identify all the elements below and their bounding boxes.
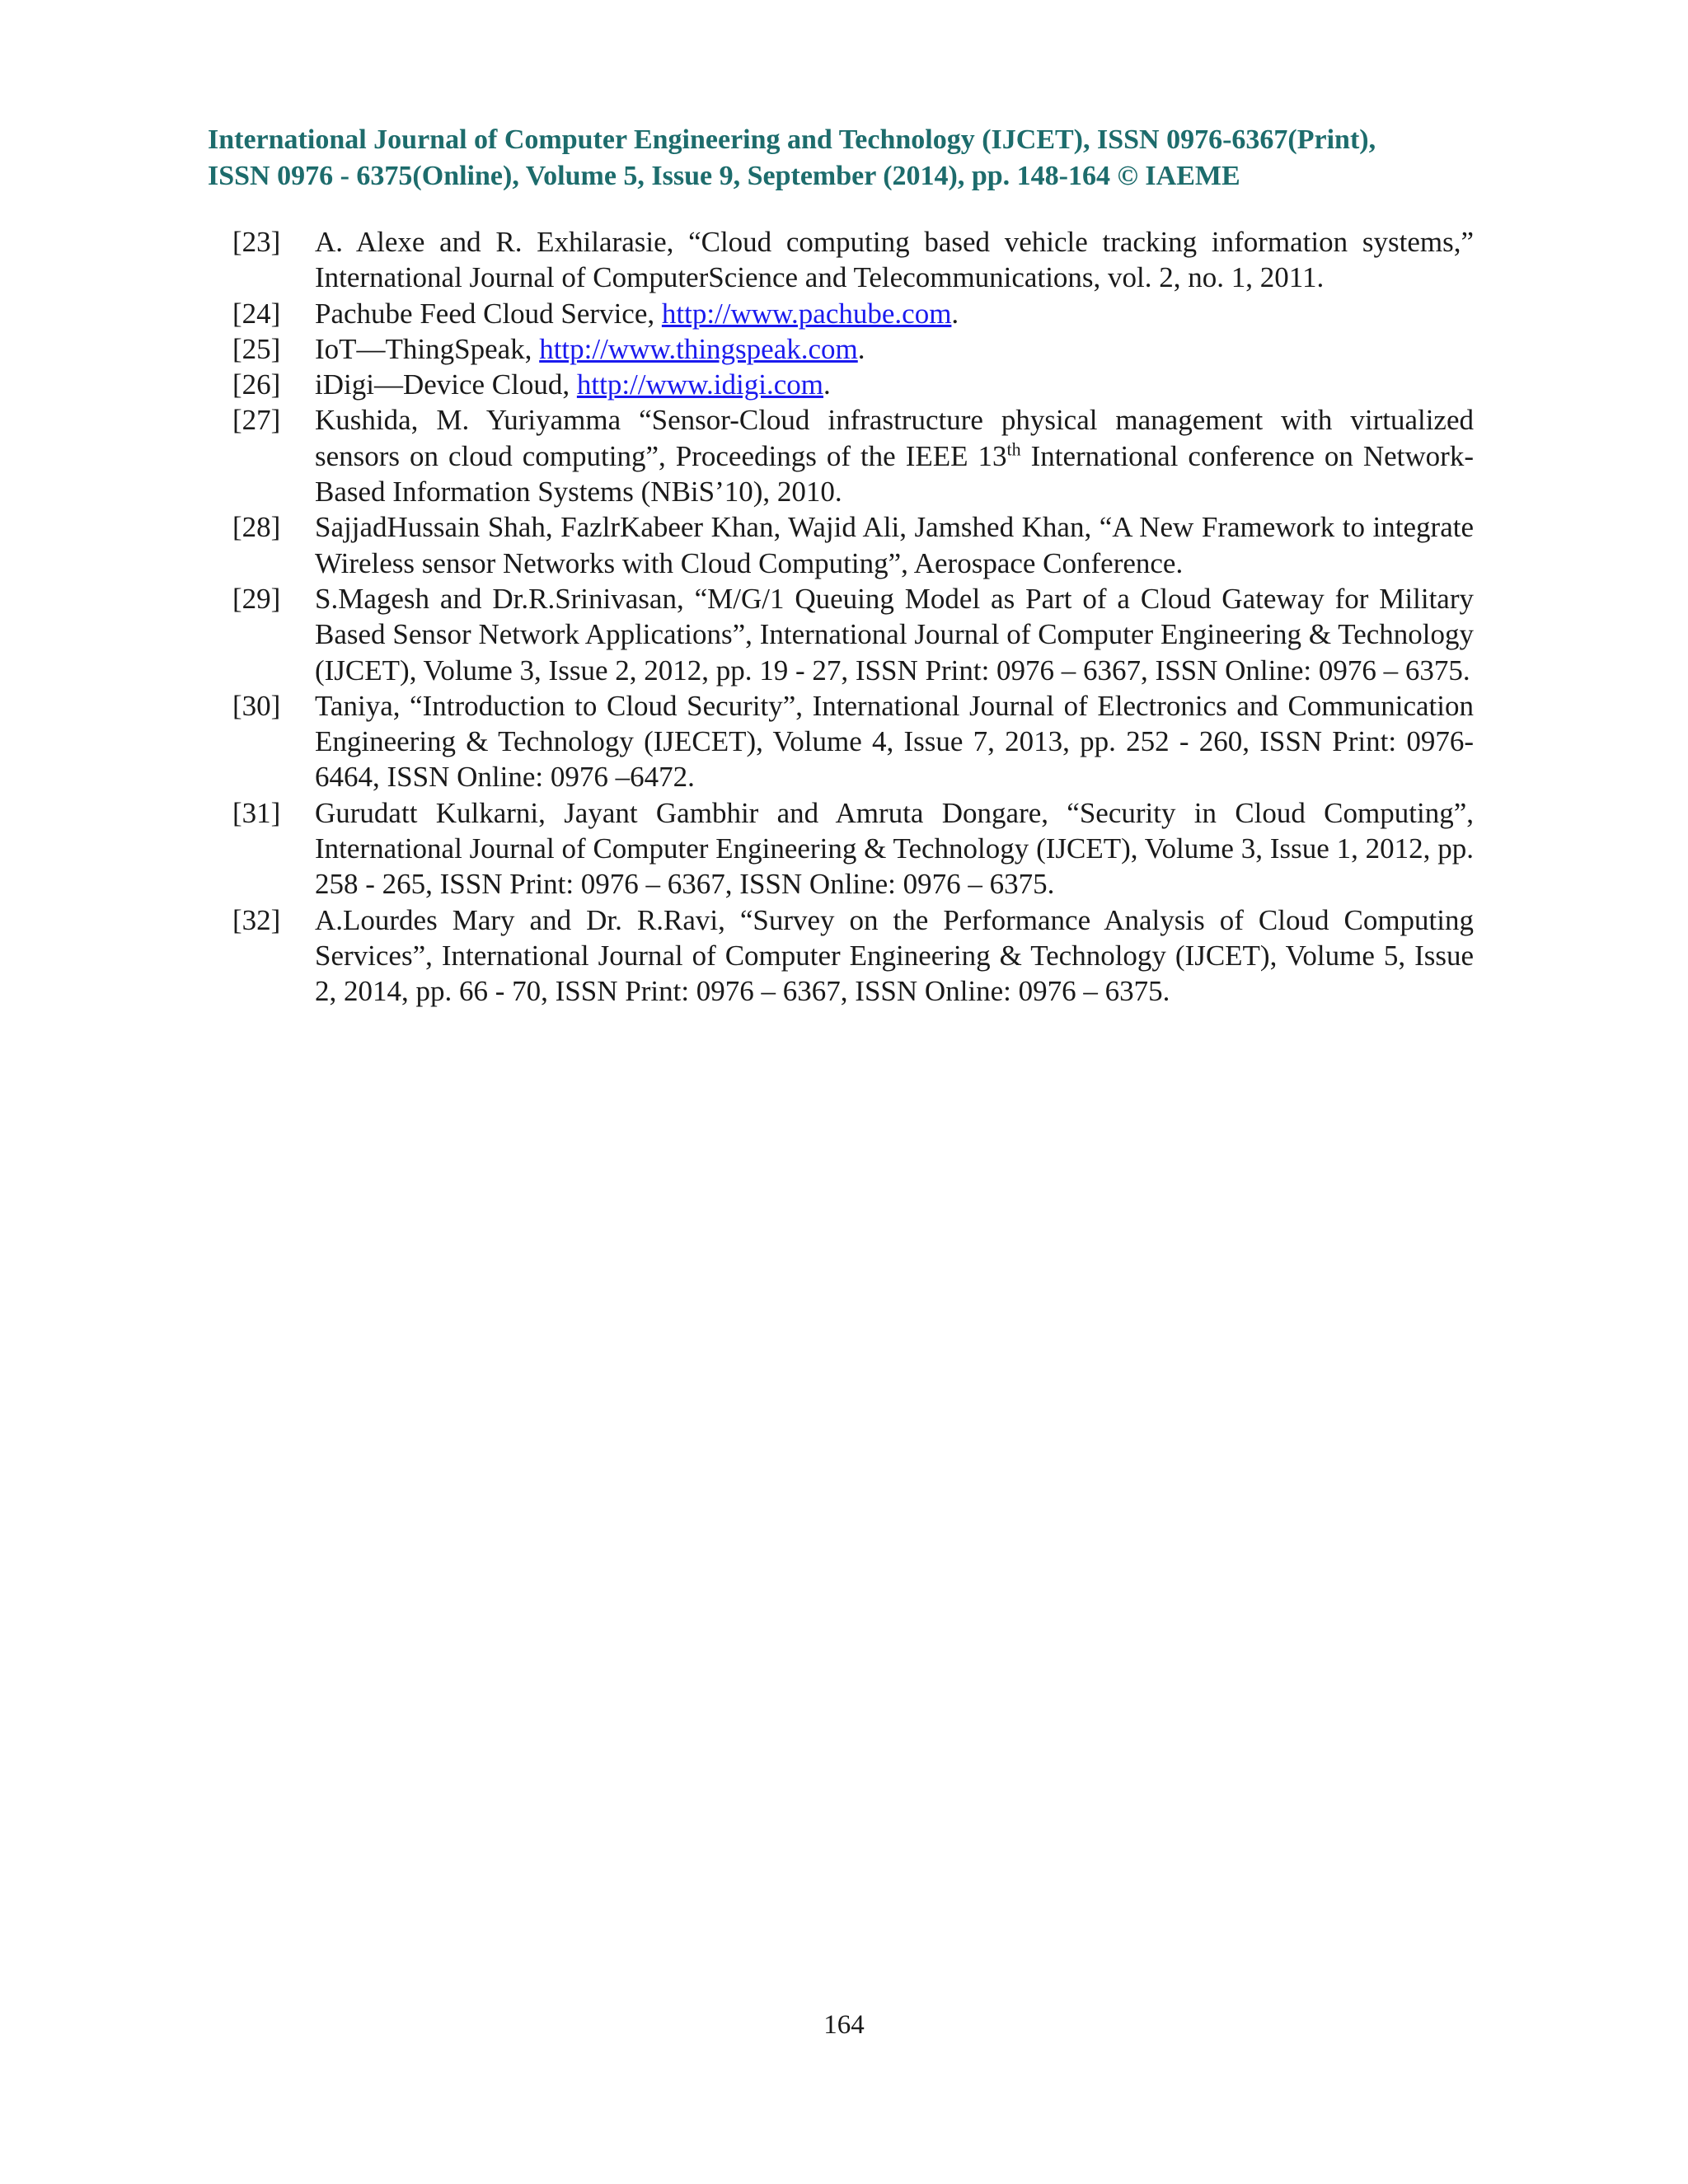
reference-item <box>232 367 1474 402</box>
reference-number: [25] <box>232 332 281 365</box>
reference-number: [26] <box>232 368 281 401</box>
reference-text-after-sup: International conference on Network-Based Information Systems (NBiS’10), 2010. <box>315 439 1474 509</box>
reference-item <box>232 224 1474 296</box>
reference-text: Taniya, “Introduction to Cloud Security”, International Journal of Electronics and Communication Engineering & Technology (IJECET), Volume 4, Issue 7, 2013, pp. 252 - 260, ISSN Print: 0976- 6464, ISSN Online: 0976 –6472. <box>315 689 1474 794</box>
page-number: 164 <box>823 2010 865 2040</box>
reference-text <box>315 402 1474 509</box>
reference-prefix: Pachube Feed Cloud Service, <box>315 297 662 330</box>
reference-number: [32] <box>232 903 281 936</box>
thingspeak-link[interactable]: http://www.thingspeak.com <box>539 332 858 365</box>
pachube-link[interactable]: http://www.pachube.com <box>661 297 952 330</box>
reference-number: [28] <box>232 511 281 544</box>
reference-number: [27] <box>232 404 281 437</box>
reference-item <box>232 296 1474 331</box>
reference-suffix: . <box>823 368 831 401</box>
reference-text: SajjadHussain Shah, FazlrKabeer Khan, Wajid Ali, Jamshed Khan, “A New Framework to integrate Wireless sensor Networks with Cloud Computing”, Aerospace Conference. <box>315 511 1474 579</box>
reference-item <box>232 331 1474 367</box>
journal-header-line-1: International Journal of Computer Engineering and Technology (IJCET), ISSN 0976-6367(Print), <box>208 124 1376 155</box>
reference-number: [23] <box>232 226 281 258</box>
superscript: th <box>1006 438 1021 460</box>
reference-prefix: IoT—ThingSpeak, <box>315 332 540 365</box>
reference-number: [30] <box>232 689 281 722</box>
reference-suffix: . <box>951 297 959 330</box>
reference-item <box>232 795 1474 902</box>
reference-prefix: iDigi—Device Cloud, <box>315 368 577 401</box>
reference-text <box>315 331 1474 367</box>
reference-text: Gurudatt Kulkarni, Jayant Gambhir and Amruta Dongare, “Security in Cloud Computing”, International Journal of Computer Engineering & Technology (IJCET), Volume 3, Issue 1, 2012, pp. 258 - 265, ISSN Print: 0976 – 6367, ISSN Online: 0976 – 6375. <box>315 796 1474 901</box>
reference-text: A.Lourdes Mary and Dr. R.Ravi, “Survey on the Performance Analysis of Cloud Computing Services”, International Journal of Computer Engineering & Technology (IJCET), Volume 5, Issue 2, 2014, pp. 66 - 70, ISSN Print: 0976 – 6367, ISSN Online: 0976 – 6375. <box>315 903 1474 1008</box>
reference-text-before-sup: Kushida, M. Yuriyamma “Sensor-Cloud infrastructure physical management with virtualized sensors on cloud computing”, Proceedings of the IEEE 13 <box>315 404 1474 472</box>
reference-item <box>232 581 1474 688</box>
reference-item <box>232 902 1474 1010</box>
reference-list <box>232 224 1474 1010</box>
reference-text <box>315 367 1474 402</box>
idigi-link[interactable]: http://www.idigi.com <box>576 368 823 401</box>
reference-suffix: . <box>857 332 865 365</box>
reference-item <box>232 402 1474 509</box>
reference-text: S.Magesh and Dr.R.Srinivasan, “M/G/1 Queuing Model as Part of a Cloud Gateway for Military Based Sensor Network Applications”, International Journal of Computer Engineering & Technology (IJCET), Volume 3, Issue 2, 2012, pp. 19 - 27, ISSN Print: 0976 – 6367, ISSN Online: 0976 – 6375. <box>315 582 1474 687</box>
reference-item <box>232 688 1474 795</box>
journal-header <box>208 122 1477 194</box>
reference-text: A. Alexe and R. Exhilarasie, “Cloud computing based vehicle tracking information systems,” International Journal of ComputerScience and Telecommunications, vol. 2, no. 1, 2011. <box>315 226 1474 294</box>
reference-number: [29] <box>232 582 281 615</box>
reference-text <box>315 296 1474 331</box>
reference-number: [31] <box>232 796 281 829</box>
journal-header-line-2: ISSN 0976 - 6375(Online), Volume 5, Issue 9, September (2014), pp. 148-164 © IAEME <box>208 161 1240 191</box>
reference-number: [24] <box>232 297 281 330</box>
reference-item <box>232 509 1474 581</box>
